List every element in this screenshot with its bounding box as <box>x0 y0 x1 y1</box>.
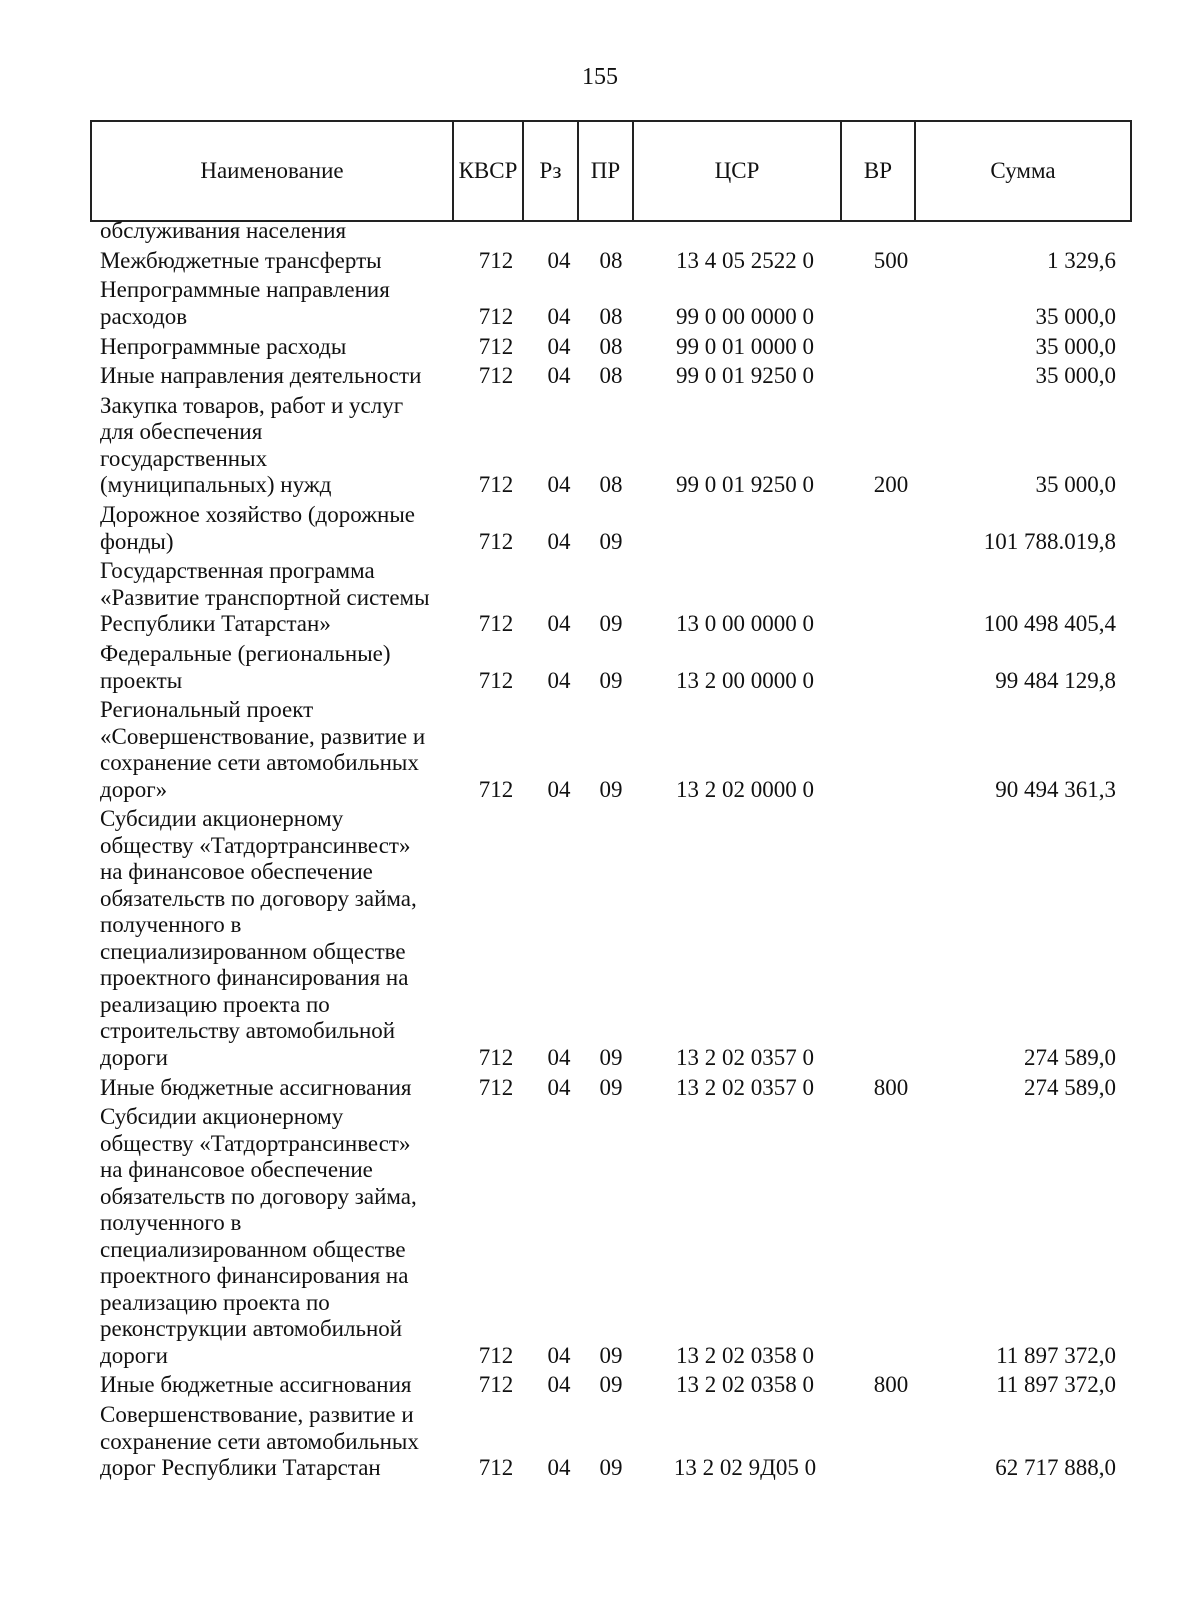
row-name-line: строительству автомобильной <box>100 1018 396 1044</box>
row-name <box>100 641 449 694</box>
table-row <box>0 334 1200 364</box>
row-name-line: Дорожное хозяйство (дорожные <box>100 502 416 528</box>
table-row <box>0 558 1200 641</box>
cell-pr: 09 <box>599 1342 623 1368</box>
table-row <box>0 248 1200 278</box>
row-name-line: Федеральные (региональные) <box>100 641 391 666</box>
row-name <box>100 1104 449 1369</box>
cell-kvsr: 712 <box>478 333 514 359</box>
cell-csr: 13 2 02 9Д05 0 <box>673 1455 817 1481</box>
cell-sum: 11 897 372,0 <box>996 1342 1116 1368</box>
row-name <box>100 277 449 330</box>
row-name-line: Республики Татарстан» <box>100 611 331 637</box>
cell-rz: 04 <box>547 1372 571 1398</box>
cell-sum: 11 897 372,0 <box>996 1372 1116 1398</box>
cell-kvsr: 712 <box>478 363 514 389</box>
cell-csr: 99 0 01 9250 0 <box>676 363 814 389</box>
row-name-line: Иные направления деятельности <box>100 363 422 389</box>
row-name-line: Совершенствование, развитие и <box>100 1402 414 1428</box>
cell-sum: 62 717 888,0 <box>995 1455 1116 1481</box>
row-name-line: государственных <box>100 445 268 471</box>
cell-sum: 99 484 129,8 <box>995 667 1116 693</box>
row-name-line: фонды) <box>100 528 174 554</box>
row-name-line: обществу «Татдортрансинвест» <box>100 1130 411 1156</box>
cell-csr: 99 0 01 0000 0 <box>676 333 814 359</box>
row-name <box>100 334 449 361</box>
cell-pr: 09 <box>599 611 623 637</box>
table-header <box>90 120 1132 222</box>
row-name-line: специализированном обществе <box>100 1236 406 1262</box>
cell-rz: 04 <box>547 1044 571 1070</box>
row-name-line: реконструкции автомобильной <box>100 1316 403 1342</box>
cell-kvsr: 712 <box>478 776 514 802</box>
cell-sum: 35 000,0 <box>1035 363 1116 389</box>
row-name <box>100 1075 449 1102</box>
cell-pr: 09 <box>599 1074 623 1100</box>
row-name-line: (муниципальных) нужд <box>100 472 332 498</box>
cell-vr: 800 <box>873 1372 909 1398</box>
cell-csr: 99 0 00 0000 0 <box>676 303 814 329</box>
cell-kvsr: 712 <box>478 667 514 693</box>
row-name-line: проектного финансирования на <box>100 965 409 991</box>
cell-csr: 13 4 05 2522 0 <box>676 247 814 273</box>
row-name-line: сохранение сети автомобильных <box>100 750 419 776</box>
cell-sum: 35 000,0 <box>1035 333 1116 359</box>
cell-rz: 04 <box>547 1455 571 1481</box>
cell-sum: 1 329,6 <box>1047 247 1116 273</box>
cell-pr: 09 <box>599 667 623 693</box>
cell-rz: 04 <box>547 776 571 802</box>
row-name <box>100 1372 449 1399</box>
cell-rz: 04 <box>547 667 571 693</box>
cell-kvsr: 712 <box>478 1044 514 1070</box>
cell-vr: 200 <box>873 472 909 498</box>
row-name <box>100 806 449 1071</box>
cell-csr: 13 2 00 0000 0 <box>676 667 814 693</box>
table-row <box>0 697 1200 806</box>
cell-kvsr: 712 <box>478 472 514 498</box>
cell-rz: 04 <box>547 528 571 554</box>
table-row <box>0 1075 1200 1105</box>
row-name <box>100 393 449 499</box>
table-row <box>0 502 1200 558</box>
cell-vr: 500 <box>873 247 909 273</box>
cell-kvsr: 712 <box>478 1342 514 1368</box>
row-name-line: «Совершенствование, развитие и <box>100 723 426 749</box>
cell-sum: 274 589,0 <box>1024 1044 1116 1070</box>
table-row <box>0 1402 1200 1485</box>
cell-kvsr: 712 <box>478 1074 514 1100</box>
cell-sum: 90 494 361,3 <box>995 776 1116 802</box>
table-row <box>0 1104 1200 1372</box>
row-name-line: Иные бюджетные ассигнования <box>100 1074 412 1100</box>
cell-kvsr: 712 <box>478 1372 514 1398</box>
cell-pr: 08 <box>599 472 623 498</box>
table-row <box>0 806 1200 1074</box>
row-name-line: на финансовое обеспечение <box>100 859 373 885</box>
cell-csr: 13 2 02 0357 0 <box>676 1074 814 1100</box>
header-sum: Сумма <box>914 122 1130 220</box>
row-name-line: обслуживания населения <box>100 218 347 243</box>
cell-pr: 09 <box>599 1372 623 1398</box>
cell-csr: 13 2 02 0358 0 <box>676 1372 814 1398</box>
table-row <box>0 641 1200 697</box>
row-name-line: реализацию проекта по <box>100 1289 330 1315</box>
cell-rz: 04 <box>547 247 571 273</box>
cell-rz: 04 <box>547 1074 571 1100</box>
row-name-line: дорог Республики Татарстан <box>100 1455 381 1481</box>
row-name-line: на финансовое обеспечение <box>100 1157 373 1183</box>
row-name-line: Субсидии акционерному <box>100 806 344 832</box>
cell-kvsr: 712 <box>478 611 514 637</box>
cell-rz: 04 <box>547 611 571 637</box>
table-body <box>0 218 1200 1485</box>
row-name <box>100 363 449 390</box>
row-name-line: Межбюджетные трансферты <box>100 247 382 273</box>
header-vr: ВР <box>840 122 914 220</box>
row-name-line: обязательств по договору займа, <box>100 1183 417 1209</box>
row-name-line: Субсидии акционерному <box>100 1104 344 1130</box>
row-name <box>100 502 449 555</box>
cell-rz: 04 <box>547 333 571 359</box>
row-name-line: Региональный проект <box>100 697 314 723</box>
cell-kvsr: 712 <box>478 303 514 329</box>
cell-pr: 09 <box>599 1044 623 1070</box>
cell-pr: 08 <box>599 363 623 389</box>
cell-pr: 09 <box>599 528 623 554</box>
header-rz: Рз <box>522 122 577 220</box>
table-row <box>0 218 1200 248</box>
row-name <box>100 218 449 245</box>
row-name-line: расходов <box>100 303 188 329</box>
row-name-line: «Развитие транспортной системы <box>100 584 430 610</box>
cell-sum: 35 000,0 <box>1035 472 1116 498</box>
row-name-line: Непрограммные расходы <box>100 333 347 359</box>
header-name: Наименование <box>200 158 344 183</box>
row-name-line: дороги <box>100 1342 168 1368</box>
cell-sum: 35 000,0 <box>1035 303 1116 329</box>
table-row <box>0 363 1200 393</box>
table-row <box>0 1372 1200 1402</box>
row-name-line: Иные бюджетные ассигнования <box>100 1372 412 1398</box>
cell-sum: 101 788.019,8 <box>983 528 1116 554</box>
cell-csr: 13 2 02 0358 0 <box>676 1342 814 1368</box>
cell-rz: 04 <box>547 1342 571 1368</box>
cell-pr: 08 <box>599 247 623 273</box>
cell-kvsr: 712 <box>478 1455 514 1481</box>
row-name-line: Закупка товаров, работ и услуг <box>100 392 404 418</box>
cell-pr: 08 <box>599 303 623 329</box>
row-name-line: дорог» <box>100 776 168 802</box>
cell-rz: 04 <box>547 363 571 389</box>
row-name-line: полученного в <box>100 1210 242 1236</box>
row-name-line: полученного в <box>100 912 242 938</box>
row-name-line: дороги <box>100 1044 168 1070</box>
row-name-line: обязательств по договору займа, <box>100 885 417 911</box>
row-name-line: специализированном обществе <box>100 938 406 964</box>
row-name <box>100 1402 449 1482</box>
cell-rz: 04 <box>547 303 571 329</box>
cell-sum: 100 498 405,4 <box>983 611 1116 637</box>
cell-kvsr: 712 <box>478 528 514 554</box>
cell-csr: 13 0 00 0000 0 <box>676 611 814 637</box>
table-row <box>0 277 1200 333</box>
page-number: 155 <box>582 64 618 90</box>
row-name-line: проекты <box>100 667 183 693</box>
row-name <box>100 697 449 803</box>
cell-csr: 99 0 01 9250 0 <box>676 472 814 498</box>
row-name-line: Непрограммные направления <box>100 277 390 303</box>
cell-pr: 08 <box>599 333 623 359</box>
row-name-line: обществу «Татдортрансинвест» <box>100 832 411 858</box>
cell-pr: 09 <box>599 1455 623 1481</box>
row-name <box>100 558 449 638</box>
cell-csr: 13 2 02 0000 0 <box>676 776 814 802</box>
cell-kvsr: 712 <box>478 247 514 273</box>
row-name-line: для обеспечения <box>100 419 263 445</box>
table-row <box>0 393 1200 502</box>
cell-pr: 09 <box>599 776 623 802</box>
row-name-line: реализацию проекта по <box>100 991 330 1017</box>
row-name-line: проектного финансирования на <box>100 1263 409 1289</box>
row-name-line: сохранение сети автомобильных <box>100 1428 419 1454</box>
row-name-line: Государственная программа <box>100 558 375 584</box>
header-csr: ЦСР <box>632 122 840 220</box>
header-pr: ПР <box>577 122 632 220</box>
row-name <box>100 248 449 275</box>
header-kvsr: КВСР <box>452 122 522 220</box>
cell-csr: 13 2 02 0357 0 <box>676 1044 814 1070</box>
cell-sum: 274 589,0 <box>1024 1074 1116 1100</box>
cell-rz: 04 <box>547 472 571 498</box>
cell-vr: 800 <box>873 1074 909 1100</box>
